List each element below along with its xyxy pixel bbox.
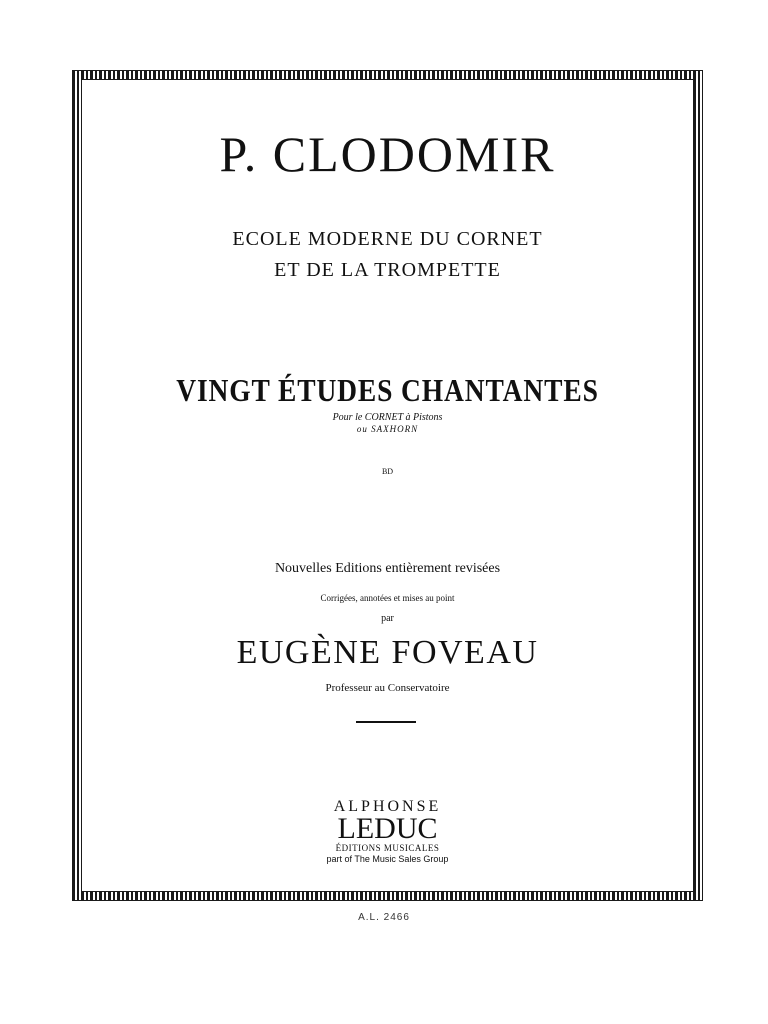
- by-label: par: [381, 613, 394, 624]
- instrument-line-1: Pour le CORNET à Pistons: [332, 412, 443, 423]
- key-marking: BD: [381, 467, 394, 476]
- publisher-logo-line-1: ALPHONSE: [333, 798, 442, 815]
- composer-name: P. CLODOMIR: [219, 126, 556, 182]
- divider-rule: [356, 721, 416, 723]
- corrections-note: Corrigées, annotées et mises au point: [320, 593, 455, 603]
- publisher-logo-line-3: ÉDITIONS MUSICALES: [335, 843, 440, 853]
- work-title: VINGT ÉTUDES CHANTANTES: [176, 372, 599, 408]
- publisher-logo-name: LEDUC: [337, 812, 438, 845]
- instrument-line-2: ou SAXHORN: [356, 424, 419, 434]
- series-title-line-1: ECOLE MODERNE DU CORNET: [232, 228, 543, 250]
- editions-note: Nouvelles Editions entièrement revisées: [274, 561, 501, 576]
- cover-content: [81, 79, 694, 892]
- editor-name: EUGÈNE FOVEAU: [236, 634, 539, 671]
- editor-title: Professeur au Conservatoire: [325, 682, 450, 694]
- series-title-line-2: ET DE LA TROMPETTE: [274, 259, 501, 281]
- publisher-logo-line-4: part of The Music Sales Group: [326, 854, 449, 864]
- decorative-border: [72, 70, 703, 901]
- catalog-number: A.L. 2466: [358, 912, 410, 923]
- publisher-logo: [81, 799, 694, 865]
